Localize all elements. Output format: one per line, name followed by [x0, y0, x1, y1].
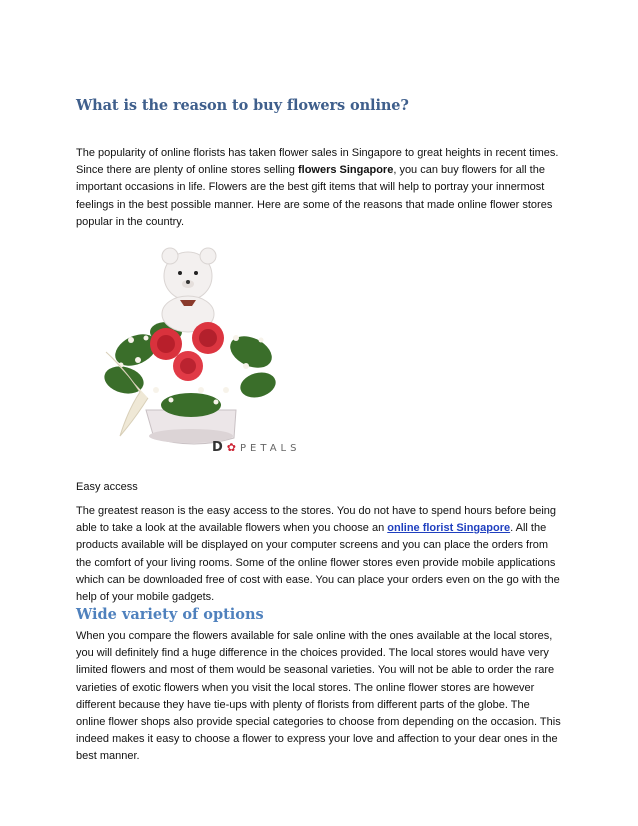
paragraph-wide-variety: When you compare the flowers available for sale online with the ones available at the local stores, you will definitely find a huge difference in the choices provided. The local stores would have very limited flowers and most of them would be seasonal varieties. You will not be able to order the rare varieties of exotic flowers when you visit the local stores. The online flower stores are however different because they have tie-ups with plenty of florists from different parts of the globe. The online flower shops also provide special categories to choose from depending on the occasion. This indeed makes it easy to choose a flower to express your love and affection to your dear ones in the best manner. [76, 630, 561, 763]
para1-text-end: , you can buy flowers for all the important occasions in life. Flowers are the best gift items that will help to portray your innermost feelings in the best possible manner. Here are some of the reasons that made online flower stores popular in the country. [76, 164, 553, 228]
logo-initial: D [212, 440, 227, 455]
teddy-bear [162, 248, 216, 332]
flower-logo-icon: ✿ [226, 441, 241, 454]
para2-text-end: . All the products available will be displayed on your computer screens and you can place the orders from the comfort of your living rooms. Some of the online flower stores even provide mobile applications which can be downloaded free of cost with ease. You can place your orders even on the go with the help of your mobile gadgets. [76, 522, 560, 604]
subheading-easy-access: Easy access [76, 481, 138, 493]
heading-wide-variety: Wide variety of options [76, 606, 264, 623]
link-online-florist-singapore[interactable]: online florist Singapore [387, 522, 511, 535]
bold-flowers-singapore: flowers Singapore [297, 164, 394, 177]
bouquet-illustration [76, 240, 312, 466]
paragraph-easy-access [76, 503, 562, 606]
para1-text-start: The popularity of online florists has taken flower sales in Singapore to great heights in recent times. Since there are plenty of online stores selling [76, 147, 559, 177]
heading-reason: What is the reason to buy flowers online? [76, 97, 409, 114]
paragraph-popularity [76, 145, 562, 231]
logo-text: PETALS [240, 443, 301, 454]
petals-logo [212, 440, 300, 455]
teddy-bear-flowers-image [76, 240, 312, 466]
para2-text-start: The greatest reason is the easy access to the stores. You do not have to spend hours before being able to take a look at the available flowers when you choose an [76, 505, 557, 535]
